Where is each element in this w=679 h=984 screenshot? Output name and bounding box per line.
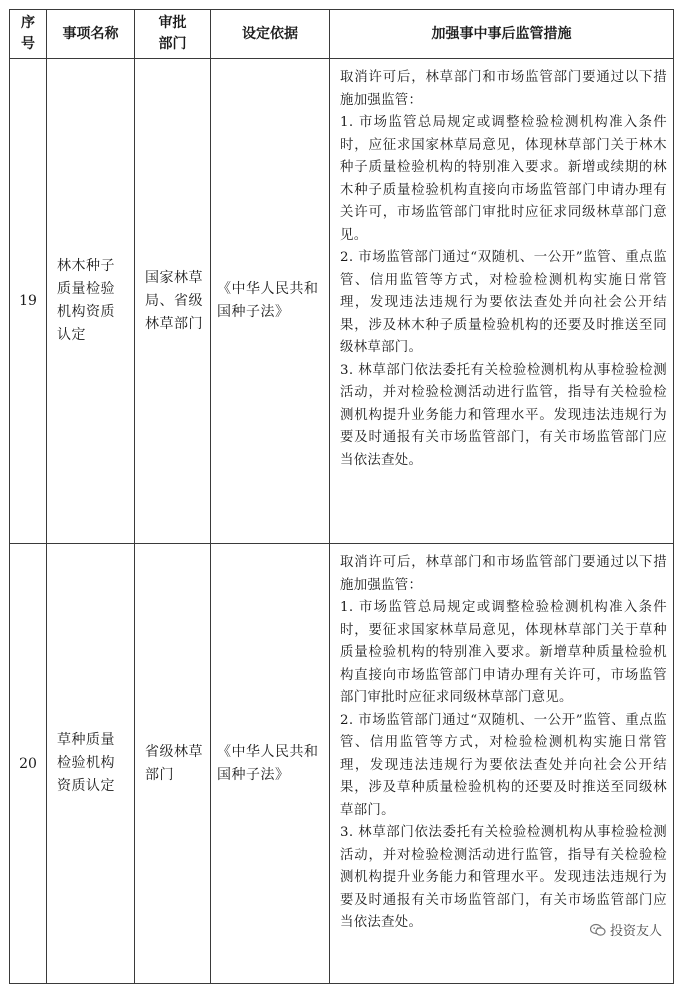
table-row xyxy=(10,544,674,984)
supervision-measures xyxy=(330,544,674,984)
supervision-measures xyxy=(330,59,674,544)
legal-basis xyxy=(211,544,330,984)
header-no-label: 序 号 xyxy=(21,15,35,52)
header-dept xyxy=(135,10,211,59)
approval-dept-text: 省级林草 部门 xyxy=(145,743,203,783)
supervision-measures-text: 取消许可后，林草部门和市场监管部门要通过以下措施加强监管： 1. 市场监管总局规定或调整检验检测机构准入条件时，要征求国家林草局意见，体现林草部门关于草种质量检验机构的特别准入要求。新增草种质量检验机构直接向市场监管部门申请办理有关许可，市场监管部门审批时应征求同级林草部门意见。 2. 市场监管部门通过“双随机、一公开”监管、重点监管、信用监管等方式，对检验检测机构实施日常管理，发现违法违规行为要依法查处并向社会公开结果，涉及草种质量检验机构的还要及时推送至同级林草部门。 3. 林草部门依法委托有关检验检测机构从事检验检测活动，并对检验检测活动进行监管，指导有关检验检测机构提升业务能力和管理水平。发现违法违规行为要及时通报有关市场监管部门，有关市场监管部门应当依法查处。 xyxy=(340,555,667,930)
regulation-table xyxy=(9,9,674,984)
header-basis xyxy=(211,10,330,59)
row-number: 19 xyxy=(10,59,47,544)
wechat-icon xyxy=(590,923,606,937)
item-name-text: 草种质量 检验机构 资质认定 xyxy=(57,732,115,794)
header-basis-label: 设定依据 xyxy=(242,25,298,42)
item-name xyxy=(47,59,135,544)
header-no xyxy=(10,10,47,59)
approval-dept xyxy=(135,544,211,984)
approval-dept-text: 国家林草 局、省级 林草部门 xyxy=(145,269,203,332)
legal-basis xyxy=(211,59,330,544)
header-measure-label: 加强事中事后监管措施 xyxy=(431,25,572,42)
header-name-label: 事项名称 xyxy=(62,25,119,42)
legal-basis-text: 《中华人民共和 国种子法》 xyxy=(217,281,319,320)
watermark xyxy=(587,919,665,940)
table-row xyxy=(10,59,674,544)
header-name xyxy=(47,10,135,59)
legal-basis-text: 《中华人民共和 国种子法》 xyxy=(217,743,319,783)
item-name xyxy=(47,544,135,984)
watermark-text: 投资友人 xyxy=(609,924,662,939)
item-name-text: 林木种子 质量检验 机构资质 认定 xyxy=(57,258,115,343)
supervision-measures-text: 取消许可后，林草部门和市场监管部门要通过以下措施加强监管： 1. 市场监管总局规定或调整检验检测机构准入条件时，应征求国家林草局意见，体现林草部门关于林木种子质量检验机构的特别准入要求。新增或续期的林木种子质量检验机构直接向市场监管部门申请办理有关许可，市场监管部门审批时应征求同级林草部门意见。 2. 市场监管部门通过“双随机、一公开”监管、重点监管、信用监管等方式，对检验检测机构实施日常管理，发现违法违规行为要依法查处并向社会公开结果，涉及林木种子质量检验机构的还要及时推送至同级林草部门。 3. 林草部门依法委托有关检验检测机构从事检验检测活动，并对检验检测活动进行监管，指导有关检验检测机构提升业务能力和管理水平。发现违法违规行为要及时通报有关市场监管部门，有关市场监管部门应当依法查处。 xyxy=(340,70,667,468)
header-dept-label: 审批 部门 xyxy=(158,15,187,52)
header-measure xyxy=(330,10,674,59)
approval-dept xyxy=(135,59,211,544)
row-number: 20 xyxy=(10,544,47,984)
header-row xyxy=(10,10,674,59)
